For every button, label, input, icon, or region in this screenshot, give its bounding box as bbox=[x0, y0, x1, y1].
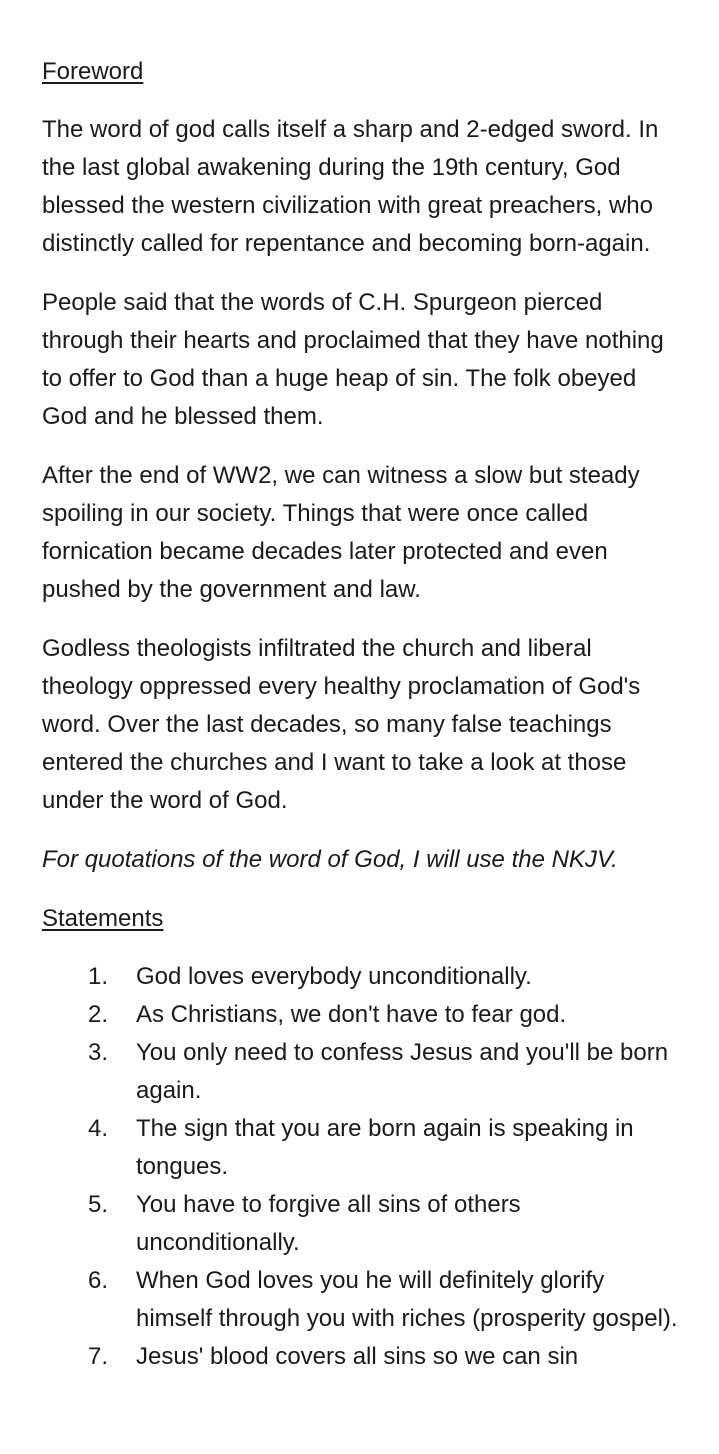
foreword-paragraph-4: Godless theologists infiltrated the church and liberal theology oppressed every healthy proclamation of God's word. Over the last decades, so many false teachings entered the churches and I want to take a look at those under the word of God. bbox=[42, 635, 641, 814]
statements-heading: Statements bbox=[42, 905, 164, 932]
statements-section bbox=[42, 900, 679, 1376]
statements-list bbox=[42, 958, 679, 1376]
statement-item bbox=[42, 1338, 679, 1376]
statement-text: The sign that you are born again is speaking in tongues. bbox=[136, 1115, 634, 1180]
statement-text: As Christians, we don't have to fear god. bbox=[136, 1001, 567, 1028]
statement-number: 6. bbox=[88, 1267, 109, 1294]
statement-text: Jesus' blood covers all sins so we can sin bbox=[136, 1343, 579, 1370]
statement-number: 1. bbox=[88, 963, 109, 990]
statement-number: 3. bbox=[88, 1039, 109, 1066]
statement-number: 7. bbox=[88, 1343, 109, 1370]
foreword-paragraph-1: The word of god calls itself a sharp and 2-edged sword. In the last global awakening during the 19th century, God blessed the western civilization with great preachers, who distinctly called for repentance and becoming born-again. bbox=[42, 116, 659, 257]
foreword-section bbox=[42, 53, 679, 879]
statement-text: You only need to confess Jesus and you'll be born again. bbox=[136, 1039, 669, 1104]
statement-number: 5. bbox=[88, 1191, 109, 1218]
statement-item bbox=[42, 1262, 679, 1338]
nkjv-note: For quotations of the word of God, I will use the NKJV. bbox=[42, 846, 618, 873]
statement-item bbox=[42, 958, 679, 996]
foreword-heading: Foreword bbox=[42, 58, 144, 85]
statement-item bbox=[42, 1034, 679, 1110]
statement-number: 2. bbox=[88, 1001, 109, 1028]
statement-item bbox=[42, 1186, 679, 1262]
statement-text: When God loves you he will definitely glorify himself through you with riches (prosperity gospel). bbox=[136, 1267, 678, 1332]
foreword-paragraph-3: After the end of WW2, we can witness a slow but steady spoiling in our society. Things that were once called fornication became decades later protected and even pushed by the government and law. bbox=[42, 462, 640, 603]
statement-text: You have to forgive all sins of others unconditionally. bbox=[136, 1191, 521, 1256]
statement-item bbox=[42, 996, 679, 1034]
statement-text: God loves everybody unconditionally. bbox=[136, 963, 532, 990]
statement-item bbox=[42, 1110, 679, 1186]
foreword-paragraph-2: People said that the words of C.H. Spurgeon pierced through their hearts and proclaimed that they have nothing to offer to God than a huge heap of sin. The folk obeyed God and he blessed them. bbox=[42, 289, 664, 430]
statement-number: 4. bbox=[88, 1115, 109, 1142]
